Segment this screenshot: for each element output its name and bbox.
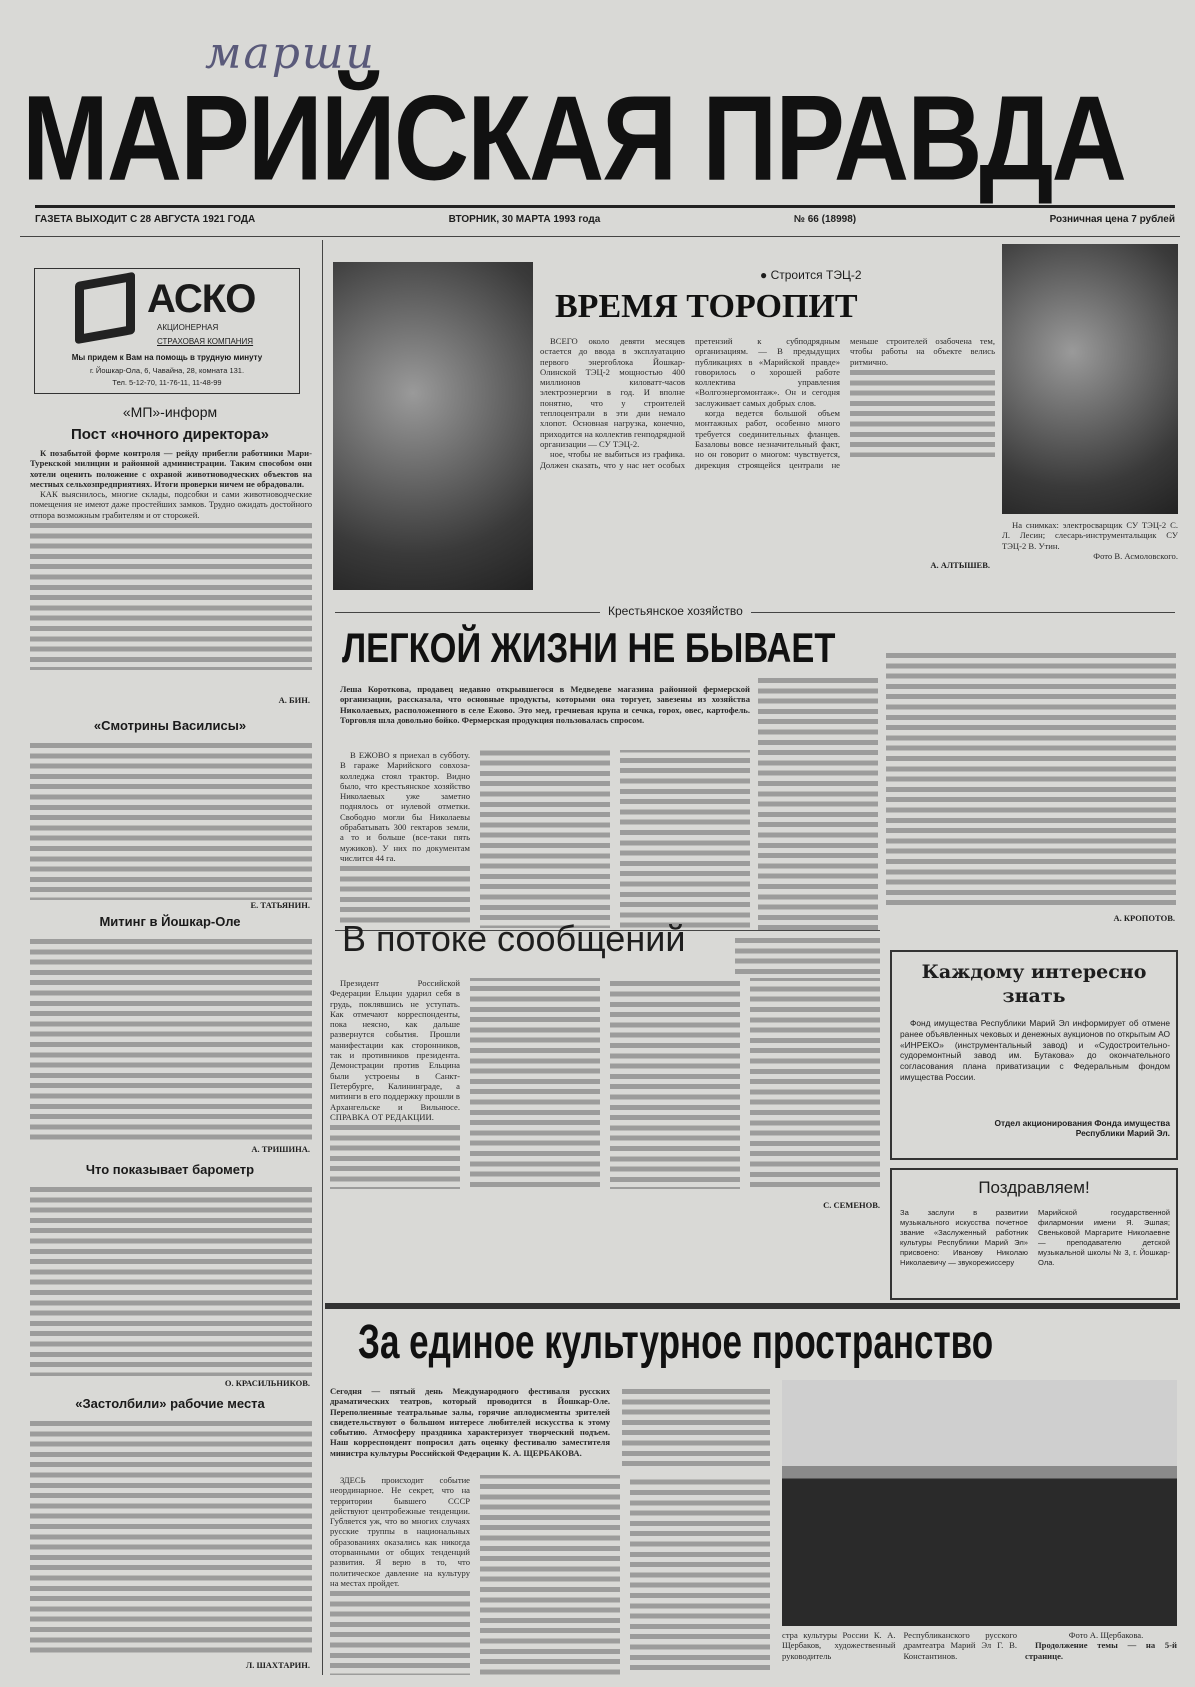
article-body-tec <box>540 336 995 586</box>
article-body <box>30 936 312 1142</box>
byline: Е. ТАТЬЯНИН. <box>250 900 310 910</box>
photo-caption: стра культуры России К. А. Щербаков, художественный руководитель Республиканского русского драмтеатра Марий Эл Г. В. Константинов. <box>782 1630 1017 1661</box>
text-column: ВСЕГО около девяти месяцев остается до ввода в эксплуатацию первого энергоблока Йошкар-Олинской ТЭЦ-2 мощностью 400 миллионов киловатт-часов электроэнергии в год. И вполне понятно, что у строителей теплоцентрали в эти дни немало хлопот. Основная нагрузка, конечно, приходится на коллектив генподрядной организации — СУ ТЭЦ-2. <box>540 336 685 449</box>
rubric-mp-inform: «МП»-информ <box>122 404 218 420</box>
congrats-box <box>890 1168 1178 1300</box>
issue-info-bar <box>35 214 1175 225</box>
article-body-culture <box>330 1475 770 1675</box>
byline: А. АЛТЫШЕВ. <box>930 560 990 570</box>
text-column: ное, чтобы не выбиться из графика. Должен сказать, что у нас нет особых претензий к субподрядным организациям. — В предыдущих публикациях в «Марийской правде» говорилось о хорошей работе коллектива управления «Волгоэнергомонтаж». Он и сегодня заслуживает самых добрых слов. <box>540 336 840 470</box>
rubric-tec: ● Строится ТЭЦ-2 <box>760 268 862 282</box>
congrats-text: Марийской государственной филармонии имени Я. Эшпая; Свеньковой Маргарите Николаевне — преподавателю детской музыкальной школы № 3, г. Йошкар-Ола. <box>1038 1208 1170 1267</box>
section-rule <box>325 1303 1180 1309</box>
rubric-farm: Крестьянское хозяйство <box>600 604 751 618</box>
notice-title: Каждому интересно знать <box>921 961 1147 1007</box>
text-column <box>886 650 1176 905</box>
article-title-culture: За единое культурное пространство <box>358 1316 994 1369</box>
issue-date: ВТОРНИК, 30 МАРТА 1993 года <box>448 214 601 225</box>
congrats-title: Поздравляем! <box>978 1178 1090 1197</box>
masthead-title: МАРИЙСКАЯ ПРАВДА <box>22 70 1125 206</box>
notice-box <box>890 950 1178 1160</box>
article-body-news <box>330 978 880 1200</box>
article-lead: Леша Короткова, продавец недавно открывшегося в Медведеве магазина районной фермерской организации, рассказала, что основные продукты, которыми она торгует, завезены из хозяйства Николаевых, расположенного в селе Ежово. Это мед, гречневая крупа и сечка, горох, овес, картофель. Торговля шла довольно бойко. Фермерская продукция пользовалась спросом. <box>340 684 750 725</box>
asko-sub2: СТРАХОВАЯ КОМПАНИЯ <box>157 337 254 346</box>
article-title: Митинг в Йошкар-Оле <box>99 914 241 929</box>
article-body <box>30 740 312 900</box>
rubric-text: Строится ТЭЦ-2 <box>770 268 862 282</box>
article-body <box>30 1418 312 1656</box>
text-column: когда ведется большой объем монтажных работ, особенно много требуется соединительных фланцев. Базаловы вовсе незначительный факт, но он говорит о многом: чувствуется, дирекция строящейся централи не меньше строителей озабочена тем, чтобы работы на объекте велись ритмично. <box>695 336 995 470</box>
byline: А. БИН. <box>278 695 310 705</box>
asko-phones: Тел. 5-12-70, 11-76-11, 11-48-99 <box>112 378 222 387</box>
text-column <box>735 935 880 975</box>
article-title-tec: ВРЕМЯ ТОРОПИТ <box>555 288 858 325</box>
asko-brand: АСКО <box>147 277 256 321</box>
photo-caption-right <box>1025 1630 1177 1661</box>
article-title: «Смотрины Василисы» <box>93 718 247 733</box>
photo-credit: Фото А. Щербакова. <box>1068 1630 1144 1640</box>
article-text: КАК выяснилось, многие склады, подсобки и сами животноводческие помещения не имеют даже простейших замков. Трудно ожидать достойного отпора возможным грабителям и от сторожей. <box>30 489 312 520</box>
handwritten-note: марши <box>205 28 376 79</box>
article-lead: К позабытой форме контроля — рейду прибегли работники Мари-Турекской милиции и районной администрации. Таким способом они хотели оценить положение с охраной животноводческих объектов на местных сельхозпредприятиях. Итоги проверки ничем не обрадовали. <box>30 448 312 489</box>
photo-fitter <box>1002 244 1178 514</box>
asko-sub1: АКЦИОНЕРНАЯ <box>157 323 219 332</box>
byline: Л. ШАХТАРИН. <box>245 1660 310 1670</box>
text-column <box>622 1386 770 1471</box>
photo-festival-group <box>782 1380 1177 1626</box>
article-text: ЗДЕСЬ происходит событие неординарное. Не секрет, что на территории бывшего СССР действуют центробежные тенденции. Губляется уж, что во многих случаях русские труппы в национальных образованиях оказались как никогда оторванными от общих тенденций развития. Я верю в то, что политическое давление на культуру на местах пройдет. <box>330 1475 470 1588</box>
divider <box>335 612 1175 613</box>
divider <box>20 236 1180 237</box>
article-body-farm <box>340 750 750 928</box>
notice-signature: Отдел акционирования Фонда имущества Республики Марий Эл. <box>994 1118 1170 1138</box>
asko-logo-icon <box>75 272 135 345</box>
article-lead: Сегодня — пятый день Международного фестиваля русских драматических театров, который проводится в Йошкар-Оле. Переполненные театральные залы, горячие аплодисменты зрителей свидетельствуют о большом интересе любителей искусства к этому событию. Атмосферу праздника характеризует творческий подъем. Наш корреспондент попросил дать оценку фестивалю заместителя министра культуры Российской Федерации К. А. ЩЕРБАКОВА. <box>330 1386 610 1458</box>
text-column <box>758 675 878 930</box>
photo-welder <box>333 262 533 590</box>
byline: А. ТРИШИНА. <box>251 1144 310 1154</box>
issue-number: № 66 (18998) <box>793 214 857 225</box>
article-title-farm: ЛЕГКОЙ ЖИЗНИ НЕ БЫВАЕТ <box>342 624 836 671</box>
byline: А. КРОПОТОВ. <box>1113 913 1175 923</box>
article-body <box>30 1184 312 1376</box>
asko-slogan: Мы придем к Вам на помощь в трудную минуту <box>71 353 263 362</box>
asko-address: г. Йошкар-Ола, 6, Чавайна, 28, комната 131. <box>89 366 245 375</box>
article-body <box>30 448 312 703</box>
article-text: Президент Российской Федерации Ельцин ударил себя в грудь, поклявшись не уступать. Как отмечают корреспонденты, пока неясно, как дальше развернутся события. Прошли манифестации как сторонников, так и противников президента. Демонстрации против Ельцина были устроены в Санкт-Петербурге, Калининграде, а митинги в его поддержку прошли в Архангельске и Вильнюсе. СПРАВКА ОТ РЕДАКЦИИ. <box>330 978 460 1122</box>
article-title: Пост «ночного директора» <box>70 426 270 443</box>
column-divider <box>322 240 323 1675</box>
article-title: Что показывает барометр <box>85 1162 255 1177</box>
article-title: «Застолбили» рабочие места <box>75 1396 265 1411</box>
asko-ad <box>34 268 300 394</box>
price: Розничная цена 7 рублей <box>1049 214 1175 225</box>
photo-caption <box>1002 520 1178 561</box>
notice-text: Фонд имущества Республики Марий Эл информирует об отмене ранее объявленных чековых и денежных аукционов по открытым АО «ИНРЕКО» (инструментальный завод) и «Судостроительно-судоремонтный завод им. Бутакова» до окончательного согласования плана приватизации с Федеральным фондом имущества России. <box>900 1018 1170 1082</box>
article-text: В ЕЖОВО я приехал в субботу. В гараже Марийского совхоза-колледжа стоял трактор. Видно было, что крестьянское хозяйство Николаевых уже заметно поднялось от нулевой отметки. Свободно могли бы Николаевы обрабатывать 300 гектаров земли, а то и больше (все-таки пять мужиков). У них по документам числится 44 га. <box>340 750 470 863</box>
byline: О. КРАСИЛЬНИКОВ. <box>224 1378 310 1388</box>
congrats-text: За заслуги в развитии музыкального искусства почетное звание «Заслуженный работник культуры Республики Марий Эл» присвоено: Иванову Николаю Николаевичу — звукорежиссеру <box>900 1208 1028 1267</box>
article-title-news: В потоке сообщений <box>342 918 686 959</box>
masthead-rule <box>35 205 1175 208</box>
caption-text: На снимках: электросварщик СУ ТЭЦ-2 С. Л. Лесин; слесарь-инструментальщик СУ ТЭЦ-2 В. Утин. <box>1002 520 1178 551</box>
founded-line: ГАЗЕТА ВЫХОДИТ С 28 АВГУСТА 1921 ГОДА <box>35 214 256 225</box>
byline: С. СЕМЕНОВ. <box>823 1200 880 1210</box>
continued-link[interactable]: Продолжение темы — на 5-й странице. <box>1025 1640 1177 1661</box>
photo-credit: Фото В. Асмоловского. <box>1093 550 1178 561</box>
